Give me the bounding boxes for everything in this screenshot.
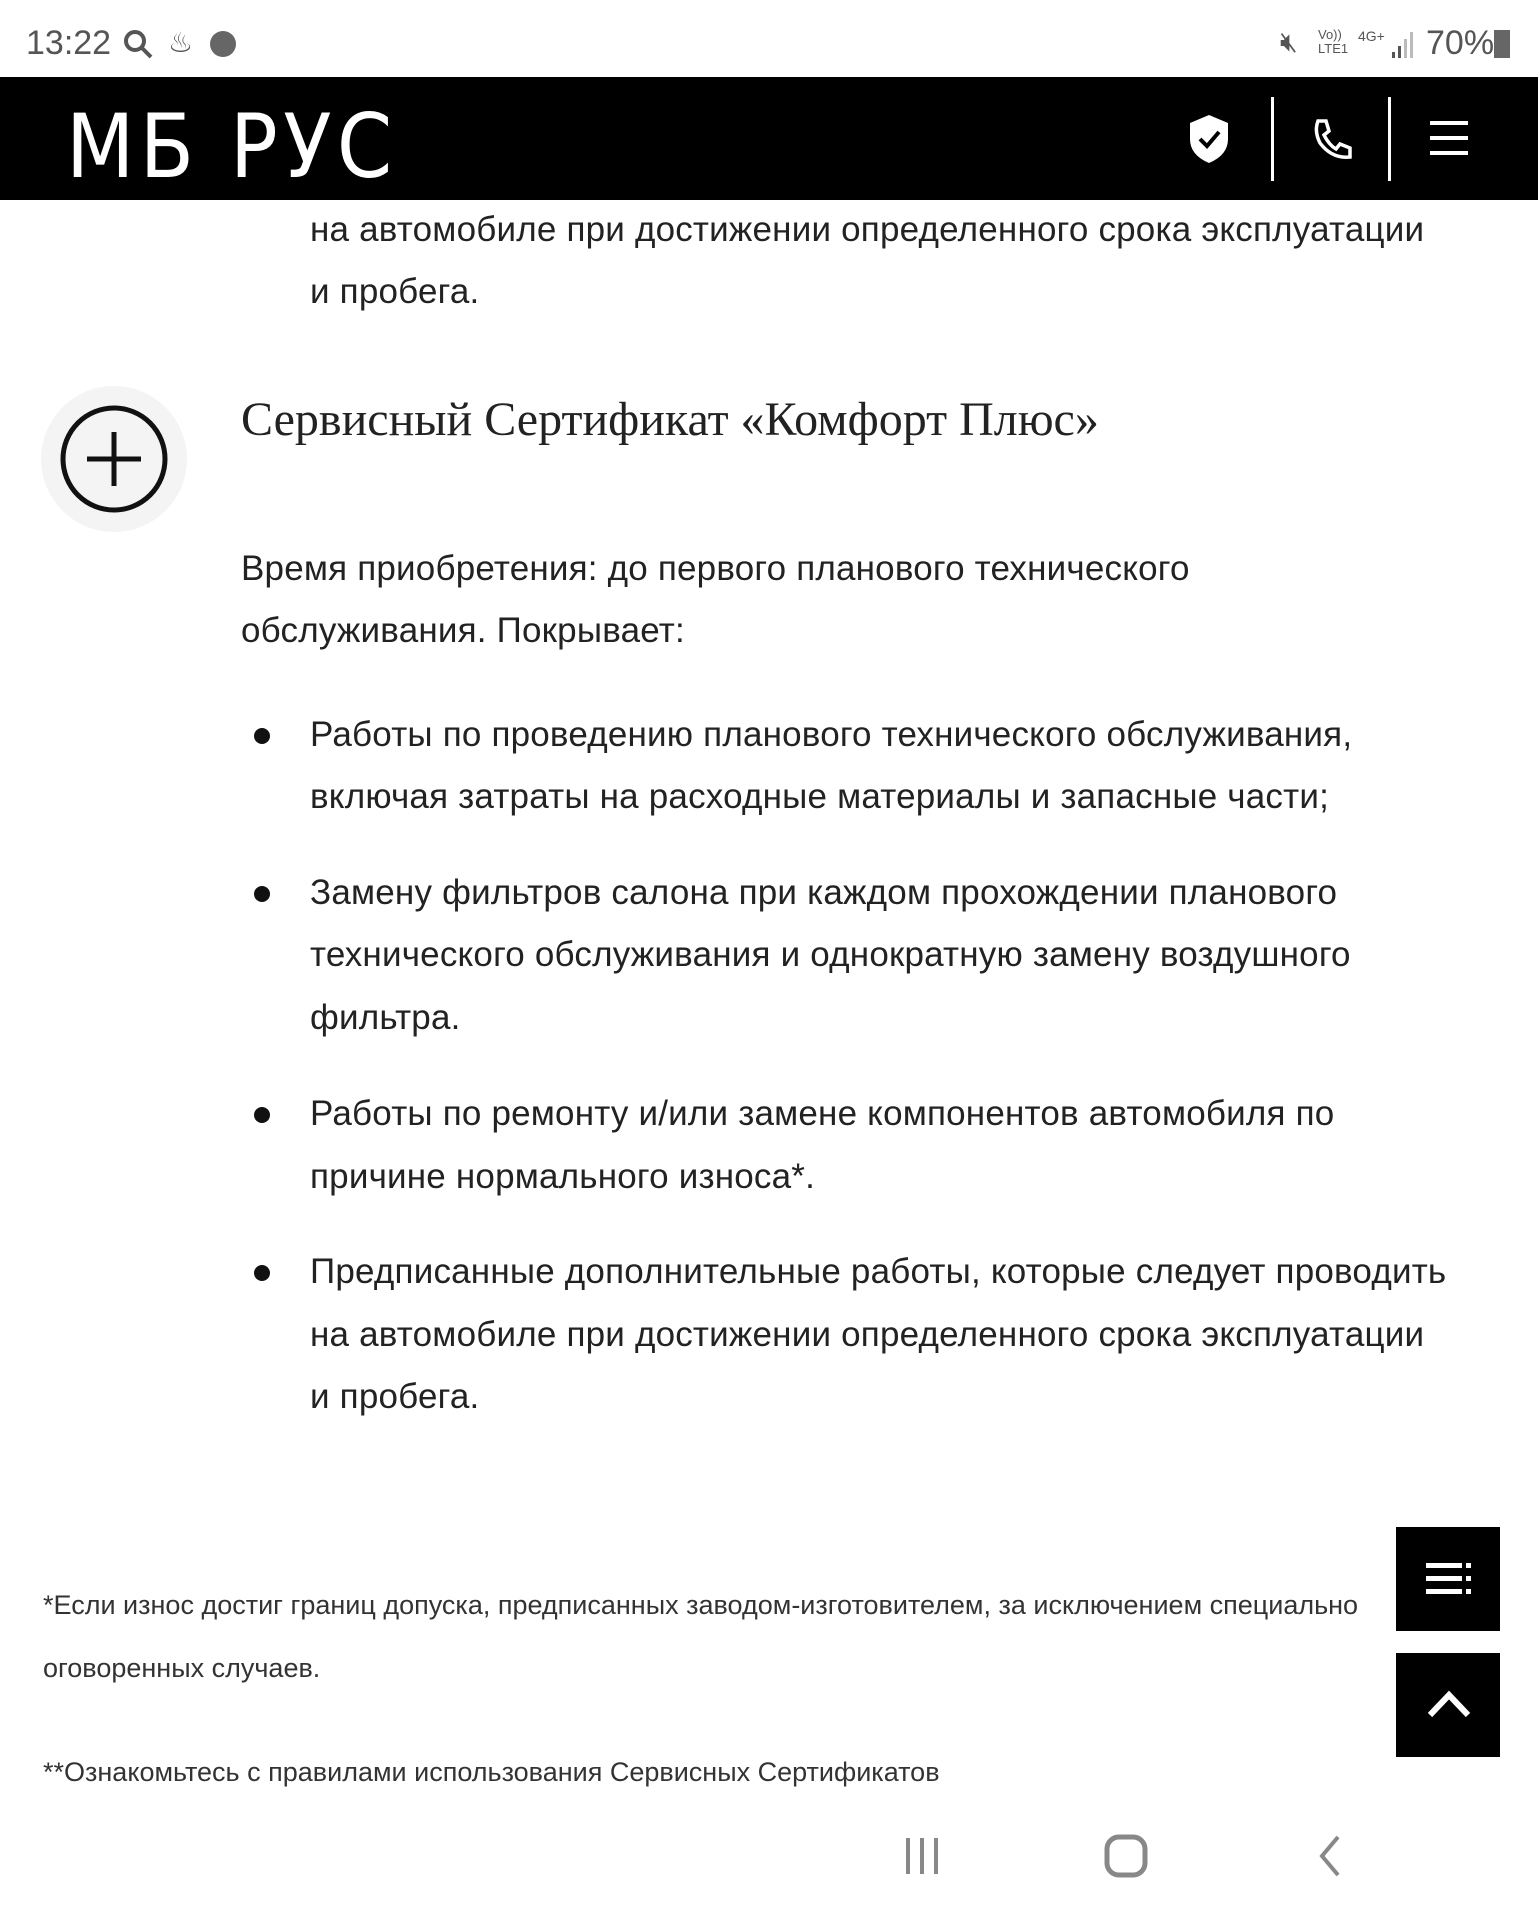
back-icon[interactable] — [1314, 1834, 1344, 1878]
wear-icon — [210, 31, 236, 57]
expand-plus-icon[interactable] — [41, 386, 187, 532]
scroll-to-top-button[interactable] — [1396, 1653, 1500, 1757]
bullet — [254, 1265, 270, 1281]
chevron-up-icon — [1426, 1689, 1472, 1719]
list-item-line: технического обслуживания и однократную замену воздушного — [310, 935, 1351, 974]
signal-icon — [1392, 30, 1416, 58]
text-line: и пробега. — [310, 272, 480, 311]
divider — [1271, 97, 1274, 181]
home-icon[interactable] — [1104, 1834, 1148, 1878]
recent-apps-icon[interactable] — [902, 1836, 942, 1876]
footnote: *Если износ достиг границ допуска, предписанных заводом-изготовителем, за исключением специально — [43, 1590, 1359, 1620]
menu-icon[interactable] — [1430, 121, 1468, 155]
footnote-link[interactable]: **Ознакомьтесь с правилами использования Сервисных Сертификатов — [43, 1757, 940, 1787]
intro-text: обслуживания. Покрывает: — [241, 611, 685, 650]
section-title: Сервисный Сертификат «Комфорт Плюс» — [241, 393, 1099, 446]
phone-icon[interactable] — [1312, 117, 1352, 161]
list-item-line: и пробега. — [310, 1377, 480, 1416]
bullet — [254, 728, 270, 744]
bullet — [254, 1107, 270, 1123]
list-icon — [1426, 1563, 1472, 1595]
text-line: на автомобиле при достижении определенного срока эксплуатации — [310, 210, 1425, 249]
list-item-line: включая затраты на расходные материалы и запасные части; — [310, 777, 1330, 816]
list-item-line: причине нормального износа*. — [310, 1157, 815, 1196]
intro-text: Время приобретения: до первого планового технического — [241, 549, 1190, 588]
network-label: 4G+ — [1358, 28, 1385, 44]
list-item-line: Работы по ремонту и/или замене компонентов автомобиля по — [310, 1094, 1335, 1133]
list-item-line: фильтра. — [310, 998, 461, 1037]
battery-icon — [1494, 30, 1510, 58]
status-bar — [0, 0, 1538, 77]
bullet — [254, 886, 270, 902]
notification-icon: ♨ — [168, 27, 194, 58]
site-header — [0, 77, 1538, 200]
status-time: 13:22 — [26, 24, 112, 62]
list-item-line: на автомобиле при достижении определенного срока эксплуатации — [310, 1315, 1425, 1354]
list-item-line: Предписанные дополнительные работы, которые следует проводить — [310, 1252, 1447, 1291]
search-icon — [122, 28, 154, 60]
shield-check-icon[interactable] — [1188, 113, 1230, 165]
list-item-line: Работы по проведению планового технического обслуживания, — [310, 715, 1353, 754]
logo[interactable]: МБ РУС — [66, 95, 398, 198]
mute-icon: 🔇︎ — [1280, 26, 1298, 57]
divider — [1388, 97, 1391, 181]
android-nav-bar — [0, 1800, 1538, 1920]
table-of-contents-button[interactable] — [1396, 1527, 1500, 1631]
volte-label: Vo)) LTE1 — [1318, 27, 1349, 56]
battery-percent: 70% — [1426, 24, 1495, 62]
list-item-line: Замену фильтров салона при каждом прохождении планового — [310, 873, 1338, 912]
footnote: оговоренных случаев. — [43, 1653, 321, 1683]
